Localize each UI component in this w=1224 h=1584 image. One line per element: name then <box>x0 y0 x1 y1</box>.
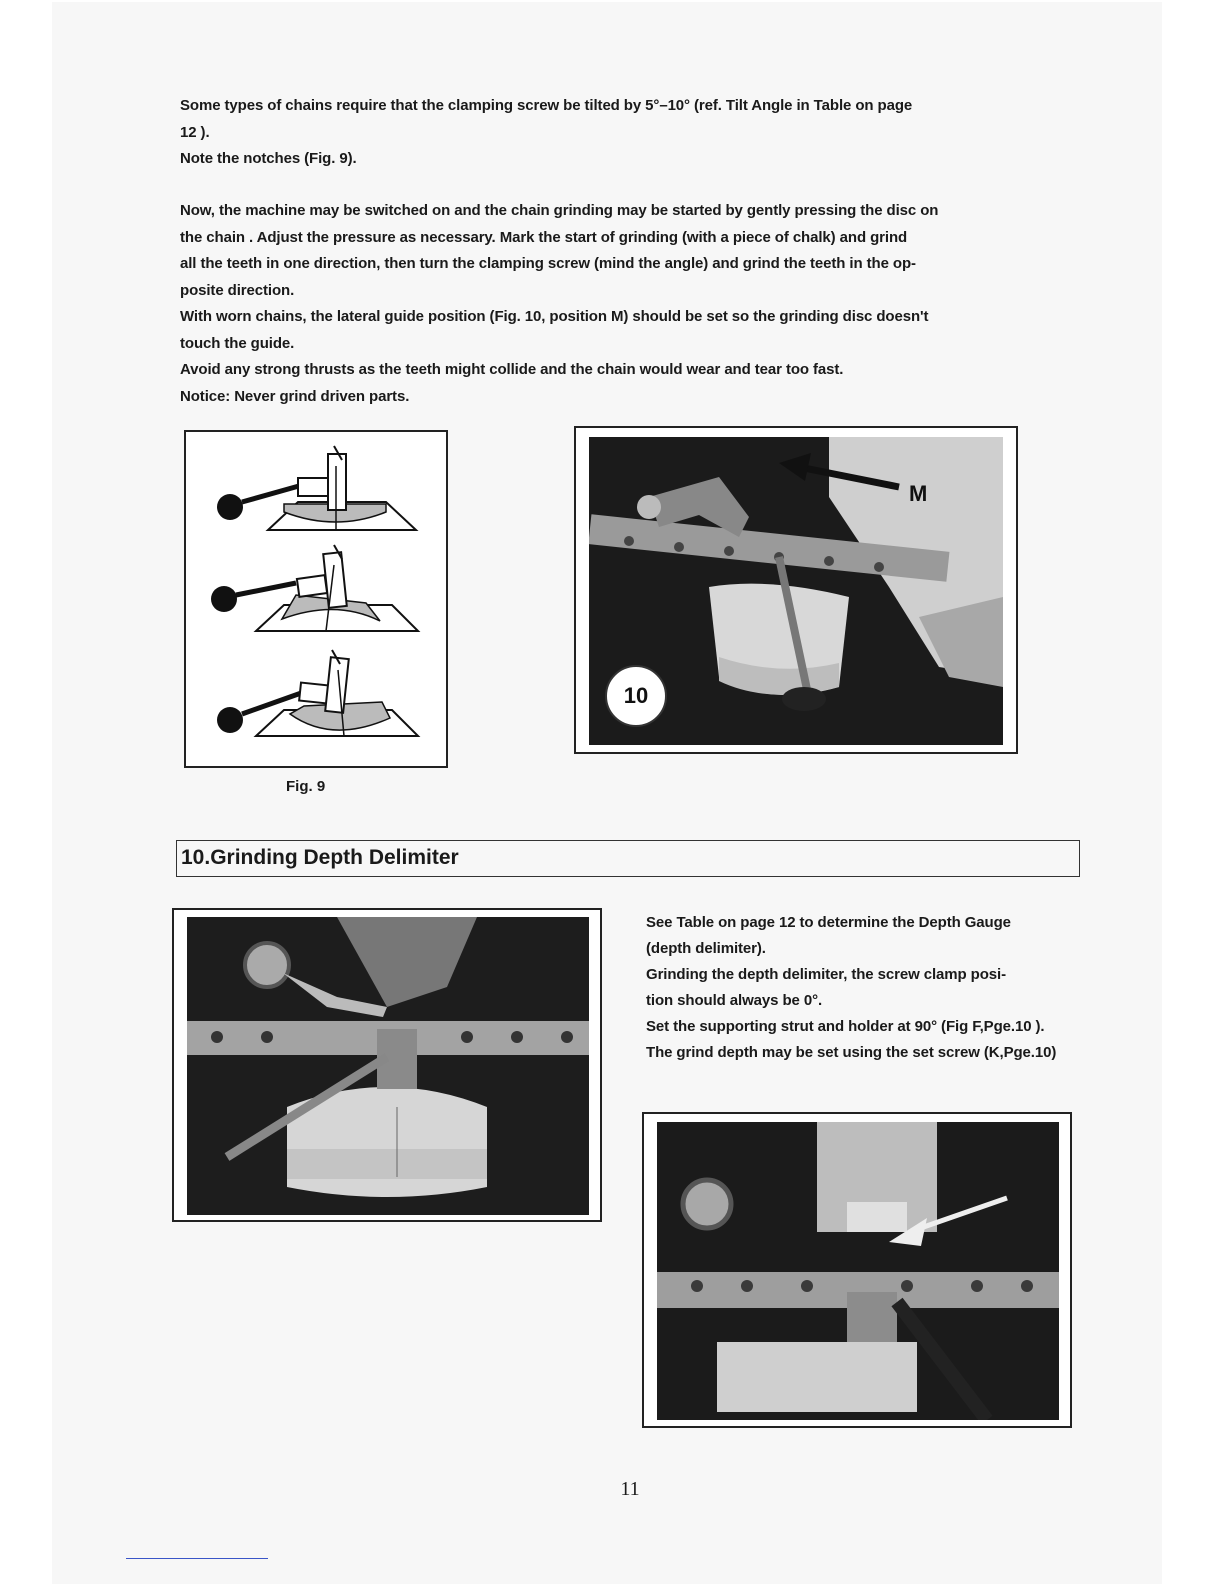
depth-photo-frame <box>172 908 602 1222</box>
clamp-position-1 <box>217 446 416 530</box>
set-screw-photo <box>657 1122 1059 1420</box>
depth-line: The grind depth may be set using the set screw (K,Pge.10) <box>646 1044 1057 1061</box>
depth-delimiter-paragraph <box>646 910 1056 1066</box>
intro-line: Some types of chains require that the clamping screw be tilted by 5°–10° (ref. Tilt Angle in Table on page <box>180 97 913 114</box>
instruction-line: the chain . Adjust the pressure as necessary. Mark the start of grinding (with a piece of chalk) and grind <box>180 228 908 246</box>
intro-paragraph <box>180 93 912 173</box>
intro-line: 12 ). <box>180 123 210 141</box>
fig10-photo <box>589 437 1003 745</box>
instructions-paragraph <box>180 198 938 410</box>
instruction-line: Avoid any strong thrusts as the teeth might collide and the chain would wear and tear too fast. <box>180 361 844 378</box>
position-m-label: M <box>909 481 928 506</box>
instruction-line: all the teeth in one direction, then turn the clamping screw (mind the angle) and grind the teeth in the op- <box>180 255 916 272</box>
depth-setting-photo-frame <box>642 1112 1072 1428</box>
depth-line: tion should always be 0°. <box>646 992 823 1009</box>
instruction-line: Now, the machine may be switched on and the chain grinding may be started by gently pressing the disc on <box>180 202 939 219</box>
notice-line: Notice: Never grind driven parts. <box>180 387 410 405</box>
footer-rule <box>126 1558 268 1559</box>
instruction-line: touch the guide. <box>180 334 295 352</box>
depth-line: See Table on page 12 to determine the Depth Gauge <box>646 914 1011 931</box>
section-heading: 10.Grinding Depth Delimiter <box>176 840 1080 877</box>
depth-photo <box>187 917 589 1215</box>
depth-line: (depth delimiter). <box>646 940 766 957</box>
depth-line: Grinding the depth delimiter, the screw clamp posi- <box>646 966 1006 983</box>
clamp-position-2 <box>211 545 418 631</box>
page-number: 11 <box>620 1478 640 1500</box>
clamp-tilt-drawing <box>186 432 446 766</box>
clamp-position-3 <box>217 650 418 736</box>
fig9-diagram <box>184 430 448 768</box>
fig10-frame <box>574 426 1018 754</box>
instruction-line: With worn chains, the lateral guide position (Fig. 10, position M) should be set so the grinding disc doesn't <box>180 308 929 325</box>
instruction-line: posite direction. <box>180 281 295 299</box>
figure-number-badge: 10 <box>605 665 667 727</box>
intro-line: Note the notches (Fig. 9). <box>180 150 357 167</box>
fig9-caption: Fig. 9 <box>286 778 326 795</box>
depth-setting-photo <box>657 1122 1059 1420</box>
depth-line: Set the supporting strut and holder at 90° (Fig F,Pge.10 ). <box>646 1018 1045 1035</box>
depth-grinder-photo <box>187 917 589 1215</box>
